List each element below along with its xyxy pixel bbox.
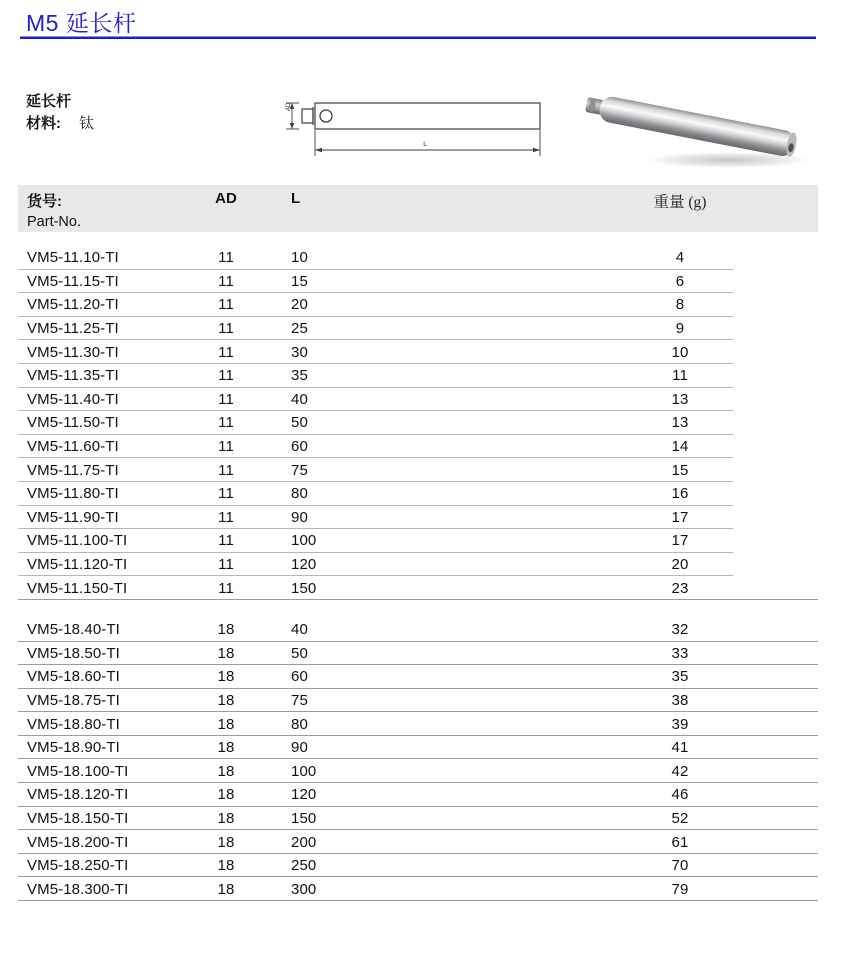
dim-l-label: L — [423, 141, 427, 148]
l-cell: 75 — [291, 461, 308, 479]
ad-cell: 18 — [217, 691, 235, 709]
row-divider — [18, 900, 818, 901]
l-cell: 40 — [291, 621, 308, 639]
parts-table-body — [18, 246, 818, 901]
weight-cell: 38 — [671, 691, 689, 709]
weight-cell: 79 — [671, 880, 689, 898]
table-row — [18, 783, 818, 807]
part-no-cell: VM5-11.100-TI — [27, 532, 128, 550]
l-cell: 15 — [291, 272, 308, 290]
ad-cell: 18 — [217, 833, 235, 851]
ad-cell: 18 — [217, 857, 235, 875]
page-title: M5 延长杆 — [26, 10, 137, 36]
table-row — [18, 807, 818, 831]
l-cell: 40 — [291, 390, 308, 408]
part-no-cell: VM5-11.35-TI — [27, 367, 119, 385]
l-cell: 200 — [291, 833, 317, 851]
material-label: 材料: — [26, 115, 61, 132]
ad-cell: 11 — [218, 485, 234, 503]
table-row — [18, 712, 818, 736]
weight-cell: 4 — [675, 249, 685, 267]
l-cell: 30 — [291, 343, 308, 361]
l-cell: 90 — [291, 508, 308, 526]
part-no-cell: VM5-11.60-TI — [27, 438, 119, 456]
part-no-cell: VM5-11.80-TI — [27, 485, 119, 503]
weight-cell: 46 — [671, 786, 689, 804]
weight-cell: 15 — [671, 461, 689, 479]
part-no-cell: VM5-18.120-TI — [27, 786, 129, 804]
part-no-cell: VM5-18.150-TI — [27, 809, 129, 827]
table-row — [18, 411, 818, 435]
table-row — [18, 317, 818, 341]
parts-group-1 — [18, 246, 818, 600]
row-divider — [18, 599, 818, 600]
ad-cell: 11 — [218, 272, 234, 290]
ad-cell: 18 — [217, 644, 235, 662]
part-no-cell: VM5-18.75-TI — [27, 691, 120, 709]
ad-cell: 18 — [217, 809, 235, 827]
part-no-cell: VM5-18.90-TI — [27, 739, 120, 757]
weight-cell: 32 — [671, 621, 689, 639]
weight-cell: 20 — [671, 556, 689, 574]
l-cell: 120 — [291, 556, 317, 574]
ad-cell: 11 — [218, 249, 234, 267]
ad-cell: 18 — [217, 880, 235, 898]
ad-cell: 11 — [218, 390, 234, 408]
weight-cell: 61 — [671, 833, 689, 851]
weight-cell: 35 — [671, 668, 689, 686]
weight-cell: 9 — [675, 320, 685, 338]
part-no-cell: VM5-11.20-TI — [27, 296, 119, 314]
table-row — [18, 553, 818, 577]
weight-cell: 70 — [671, 857, 689, 875]
part-no-cell: VM5-18.50-TI — [27, 644, 120, 662]
ad-cell: 11 — [218, 579, 234, 597]
ad-cell: 11 — [218, 556, 234, 574]
part-no-cell: VM5-18.100-TI — [27, 762, 129, 780]
part-no-cell: VM5-18.300-TI — [27, 880, 129, 898]
l-cell: 250 — [291, 857, 317, 875]
table-row — [18, 642, 818, 666]
ad-cell: 18 — [217, 739, 235, 757]
table-row — [18, 364, 818, 388]
ad-cell: 11 — [218, 343, 234, 361]
l-cell: 150 — [291, 809, 317, 827]
titanium-rod-photo — [578, 86, 822, 174]
weight-cell: 11 — [672, 367, 688, 385]
ad-cell: 11 — [218, 367, 234, 385]
table-row — [18, 482, 818, 506]
ad-cell: 11 — [218, 438, 234, 456]
table-row — [18, 246, 818, 270]
weight-cell: 17 — [671, 508, 689, 526]
table-row — [18, 665, 818, 689]
l-cell: 150 — [291, 579, 317, 597]
ad-cell: 11 — [218, 461, 234, 479]
table-row — [18, 854, 818, 878]
part-no-cell: VM5-11.10-TI — [27, 249, 119, 267]
material-row — [26, 112, 94, 133]
weight-cell: 39 — [671, 715, 689, 733]
col-header-part-no-sub: Part-No. — [27, 214, 81, 230]
table-row — [18, 340, 818, 364]
ad-cell: 11 — [218, 296, 234, 314]
part-no-cell: VM5-11.90-TI — [27, 508, 119, 526]
part-no-cell: VM5-11.50-TI — [27, 414, 119, 432]
ad-cell: 11 — [218, 508, 234, 526]
l-cell: 90 — [291, 739, 308, 757]
l-cell: 35 — [291, 367, 308, 385]
weight-cell: 23 — [671, 579, 689, 597]
weight-cell: 10 — [671, 343, 689, 361]
table-header — [18, 185, 818, 232]
ad-cell: 18 — [217, 668, 235, 686]
table-row — [18, 576, 818, 600]
part-no-cell: VM5-11.15-TI — [27, 272, 119, 290]
l-cell: 50 — [291, 644, 308, 662]
l-cell: 300 — [291, 880, 317, 898]
l-cell: 60 — [291, 438, 308, 456]
part-no-cell: VM5-18.40-TI — [27, 621, 120, 639]
weight-cell: 16 — [671, 485, 689, 503]
weight-cell: 17 — [671, 532, 689, 550]
table-row — [18, 759, 818, 783]
table-row — [18, 736, 818, 760]
table-row — [18, 435, 818, 459]
part-no-cell: VM5-18.200-TI — [27, 833, 129, 851]
ad-cell: 18 — [217, 762, 235, 780]
parts-group-2 — [18, 618, 818, 901]
l-cell: 120 — [291, 786, 317, 804]
part-no-cell: VM5-11.30-TI — [27, 343, 119, 361]
col-header-part-no: 货号: — [27, 193, 62, 210]
col-header-l: L — [291, 190, 301, 207]
part-no-cell: VM5-11.120-TI — [27, 556, 128, 574]
ad-cell: 18 — [217, 715, 235, 733]
l-cell: 50 — [291, 414, 308, 432]
table-row — [18, 293, 818, 317]
table-row — [18, 689, 818, 713]
table-row — [18, 830, 818, 854]
part-no-cell: VM5-11.150-TI — [27, 579, 128, 597]
part-no-cell: VM5-18.80-TI — [27, 715, 120, 733]
weight-cell: 6 — [675, 272, 685, 290]
l-cell: 75 — [291, 691, 308, 709]
col-header-weight: 重量 (g) — [653, 194, 707, 211]
table-row — [18, 270, 818, 294]
weight-cell: 13 — [671, 390, 689, 408]
part-no-cell: VM5-11.25-TI — [27, 320, 119, 338]
ad-cell: 18 — [217, 786, 235, 804]
l-cell: 100 — [291, 532, 317, 550]
part-no-cell: VM5-18.250-TI — [27, 857, 129, 875]
part-no-cell: VM5-11.75-TI — [27, 461, 119, 479]
l-cell: 20 — [291, 296, 308, 314]
ad-cell: 11 — [218, 320, 234, 338]
l-cell: 60 — [291, 668, 308, 686]
table-row — [18, 618, 818, 642]
l-cell: 80 — [291, 715, 308, 733]
l-cell: 100 — [291, 762, 317, 780]
weight-cell: 13 — [671, 414, 689, 432]
weight-cell: 8 — [675, 296, 685, 314]
l-cell: 25 — [291, 320, 308, 338]
product-name: 延长杆 — [26, 93, 72, 110]
weight-cell: 33 — [671, 644, 689, 662]
table-row — [18, 529, 818, 553]
dimension-drawing-icon — [283, 92, 545, 164]
table-row — [18, 877, 818, 901]
ad-cell: 18 — [217, 621, 235, 639]
l-cell: 10 — [291, 249, 308, 267]
table-row — [18, 506, 818, 530]
weight-cell: 41 — [671, 739, 689, 757]
material-value: 钛 — [79, 115, 95, 132]
table-row — [18, 458, 818, 482]
part-no-cell: VM5-18.60-TI — [27, 668, 120, 686]
title-divider — [20, 36, 816, 39]
l-cell: 80 — [291, 485, 308, 503]
table-row — [18, 388, 818, 412]
ad-cell: 11 — [218, 414, 234, 432]
weight-cell: 52 — [671, 809, 689, 827]
part-no-cell: VM5-11.40-TI — [27, 390, 119, 408]
ad-cell: 11 — [218, 532, 234, 550]
col-header-ad: AD — [215, 190, 237, 207]
dim-ad-label: AD — [286, 102, 292, 111]
weight-cell: 14 — [671, 438, 689, 456]
weight-cell: 42 — [671, 762, 689, 780]
